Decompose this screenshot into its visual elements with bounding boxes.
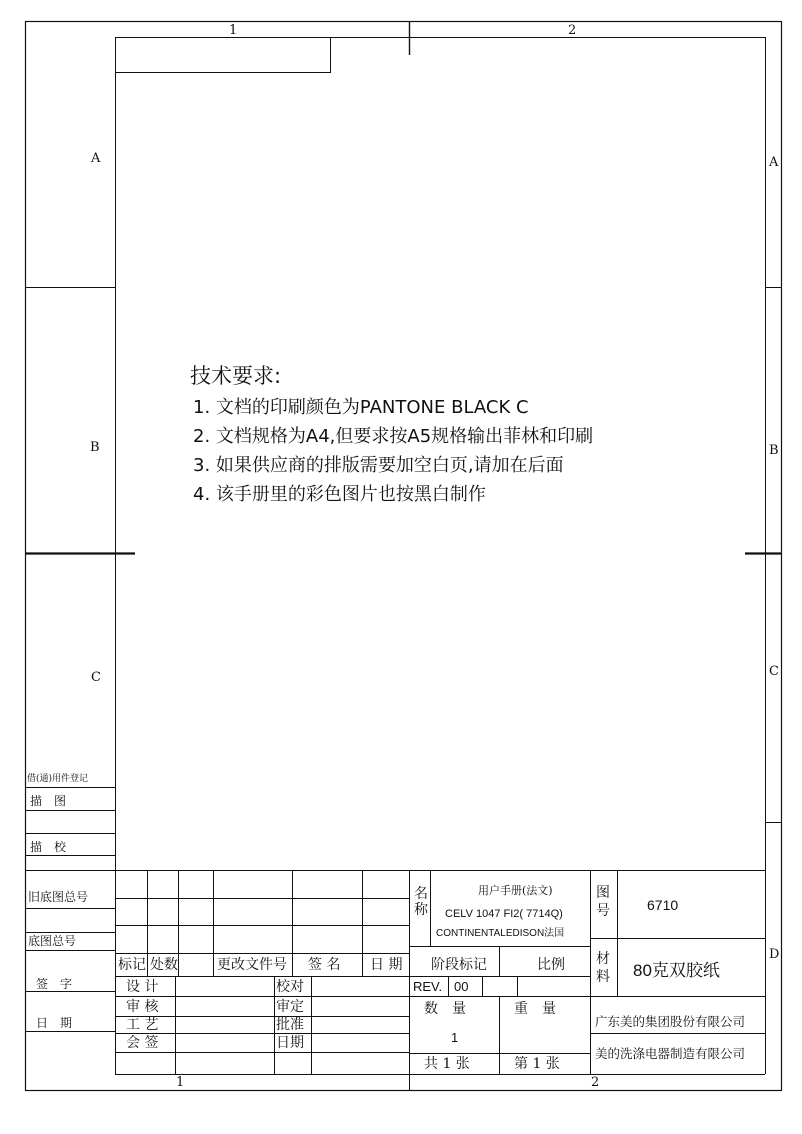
left-zone-c: C (91, 670, 101, 685)
left-zone-b: B (90, 440, 100, 455)
role-date: 日期 (276, 1035, 304, 1051)
name-line-1: 用户手册(法文) (478, 884, 553, 897)
rev-count-header: 处数 (150, 957, 178, 973)
weight-label: 重 量 (514, 1001, 556, 1017)
requirements-title: 技术要求: (190, 364, 282, 388)
quantity-label: 数 量 (424, 1001, 466, 1017)
company-name-1: 广东美的集团股份有限公司 (595, 1014, 746, 1029)
trace-check-label: 描 校 (30, 840, 67, 854)
requirement-item-3: 3. 如果供应商的排版需要加空白页,请加在后面 (193, 455, 564, 476)
requirement-item-2: 2. 文档规格为A4,但要求按A5规格输出菲林和印刷 (193, 426, 594, 447)
borrow-register-label: 借(通)用件登记 (27, 774, 89, 784)
left-zone-a: A (91, 151, 101, 166)
material-value: 80克双胶纸 (633, 961, 720, 980)
signature-label: 签 字 (36, 977, 73, 991)
rev-value: 00 (454, 979, 469, 994)
right-zone-c: C (769, 664, 779, 679)
top-zone-2: 2 (568, 23, 577, 38)
rev-sign-header: 签 名 (308, 957, 341, 973)
stage-mark-label: 阶段标记 (431, 957, 487, 973)
company-name-2: 美的洗涤电器制造有限公司 (595, 1046, 746, 1061)
bottom-zone-2: 2 (591, 1075, 600, 1090)
right-zone-a: A (769, 155, 779, 170)
role-design: 设 计 (126, 979, 159, 995)
role-countersign: 会 签 (126, 1035, 159, 1051)
name-line-3: CONTINENTALEDISON法国 (436, 928, 565, 939)
top-zone-1: 1 (229, 23, 238, 38)
requirement-item-4: 4. 该手册里的彩色图片也按黑白制作 (193, 484, 486, 505)
scale-label: 比例 (537, 957, 565, 973)
old-base-no-label: 旧底图总号 (28, 890, 89, 904)
name-label: 名称 (414, 886, 428, 918)
rev-mark-header: 标记 (118, 957, 146, 973)
material-label: 材料 (596, 951, 610, 985)
role-examine: 审定 (276, 999, 304, 1015)
rev-label: REV. (413, 979, 443, 994)
right-zone-b: B (769, 443, 779, 458)
role-process: 工 艺 (126, 1017, 159, 1033)
role-approve: 批准 (276, 1017, 304, 1033)
trace-label: 描 图 (30, 794, 67, 808)
role-review: 审 核 (126, 999, 159, 1015)
rev-change-doc-header: 更改文件号 (217, 957, 287, 973)
name-line-2: CELV 1047 FI2( 7714Q) (445, 908, 563, 920)
drawing-no-label: 图号 (596, 885, 610, 919)
quantity-value: 1 (451, 1030, 459, 1045)
drawing-no: 6710 (647, 897, 679, 913)
bottom-zone-1: 1 (176, 1075, 185, 1090)
total-sheets: 共 1 张 (424, 1056, 470, 1072)
base-no-label: 底图总号 (28, 934, 77, 948)
requirement-item-1: 1. 文档的印刷颜色为PANTONE BLACK C (193, 397, 529, 418)
rev-date-header: 日 期 (370, 957, 403, 973)
sheet-number: 第 1 张 (514, 1056, 560, 1072)
right-zone-d: D (769, 947, 780, 962)
role-proofread: 校对 (276, 979, 304, 995)
date-label: 日 期 (36, 1016, 73, 1030)
